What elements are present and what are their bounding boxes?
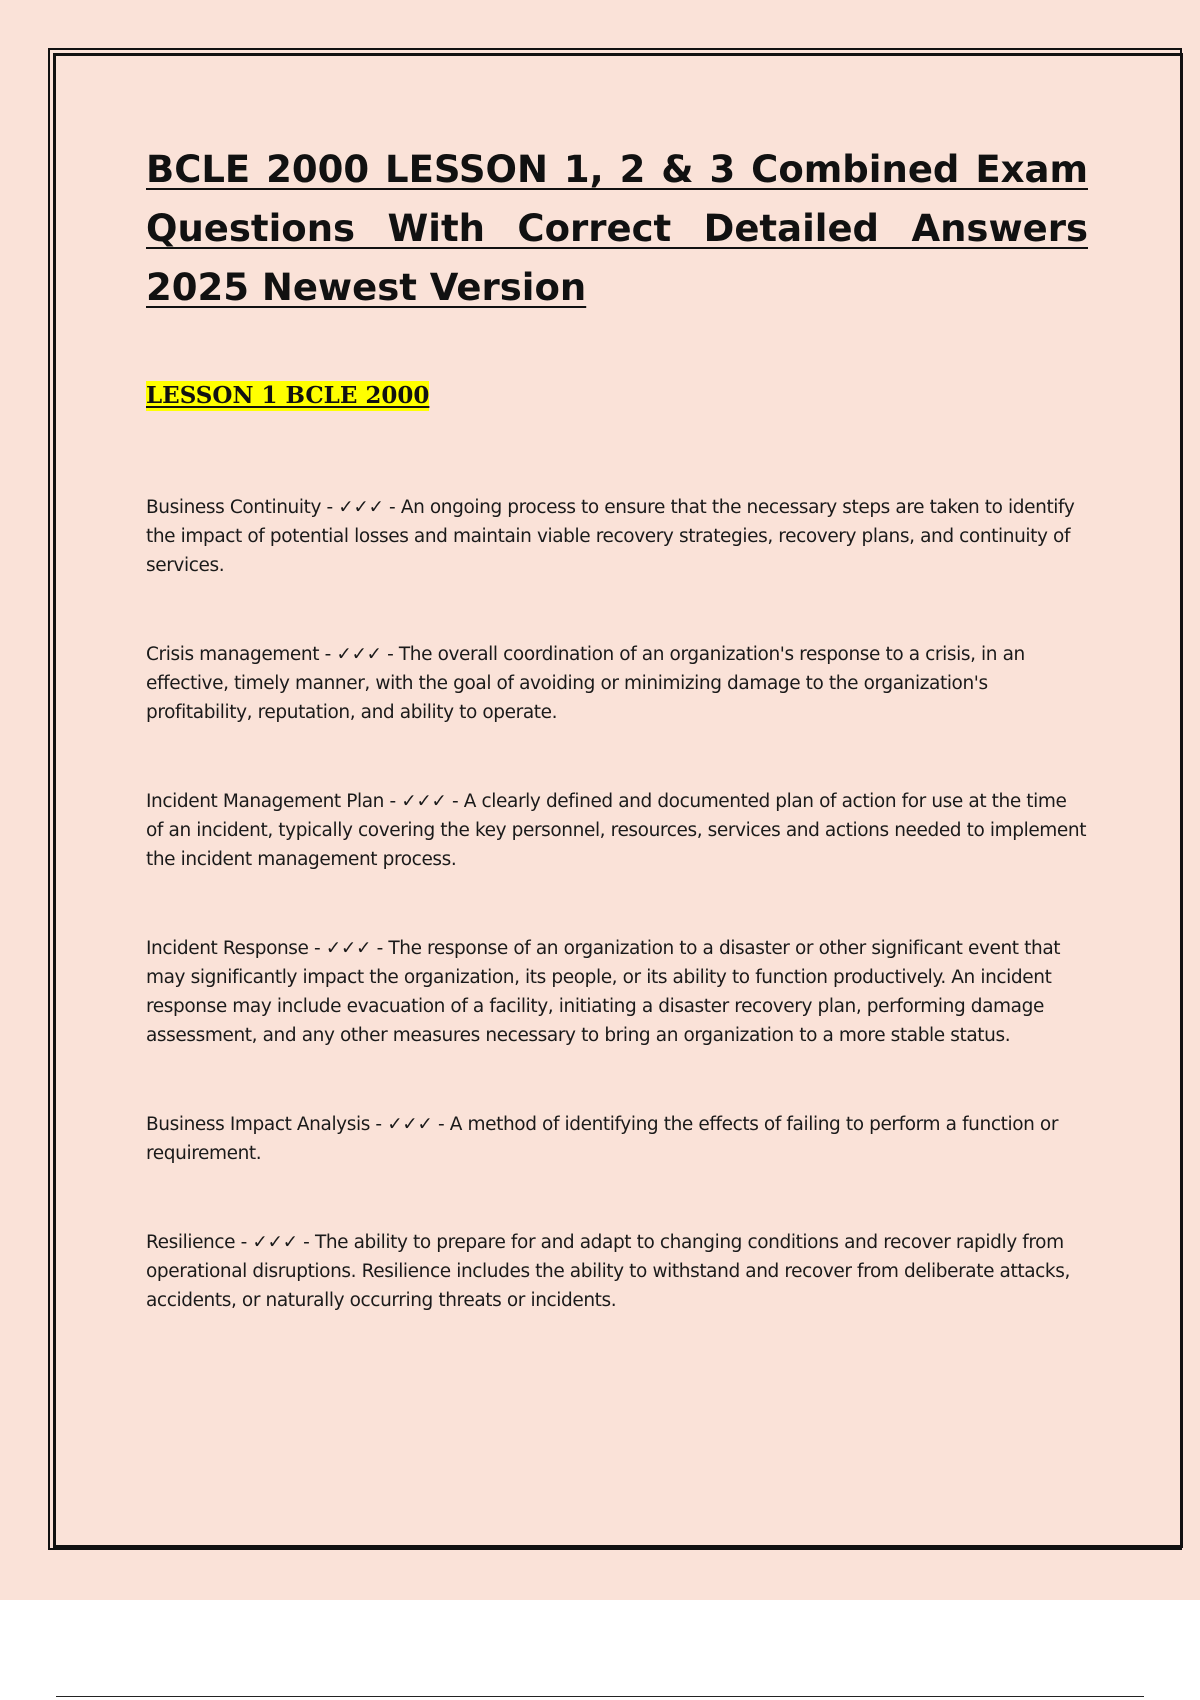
definition-list: [146, 493, 1088, 1315]
check-marks: ✓✓✓: [252, 1232, 298, 1253]
definition-entry: Incident Response - ✓✓✓ - The response of an organization to a disaster or other significant event that may significantly impact the organization, its people, or its ability to function productively. An incident response may include evacuation of a facility, initiating a disaster recovery plan, performing damage assessment, and any other measures necessary to bring an organization to a more stable status.: [146, 938, 1061, 1046]
check-marks: ✓✓✓: [401, 791, 447, 812]
document-content: [146, 140, 1088, 1375]
entry-definition: A clearly defined and documented plan of action for use at the time of an incident, typically covering the key personnel, resources, services and actions needed to implement the incident management process.: [146, 791, 1087, 870]
entry-term: Business Impact Analysis: [146, 1114, 370, 1135]
definition-entry: Resilience - ✓✓✓ - The ability to prepare for and adapt to changing conditions and recover rapidly from operational disruptions. Resilience includes the ability to withstand and recover from deliberate attacks, accidents, or naturally occurring threats or incidents.: [146, 1232, 1070, 1311]
entry-definition: An ongoing process to ensure that the necessary steps are taken to identify the impact of potential losses and maintain viable recovery strategies, recovery plans, and continuity of services.: [146, 497, 1075, 576]
entry-definition: The response of an organization to a disaster or other significant event that may significantly impact the organization, its people, or its ability to function productively. An incident response may include evacuation of a facility, initiating a disaster recovery plan, performing damage assessment, and any other measures necessary to bring an organization to a more stable status.: [146, 938, 1061, 1046]
entry-definition: A method of identifying the effects of failing to perform a function or requirement.: [146, 1114, 1059, 1164]
check-marks: ✓✓✓: [325, 938, 372, 959]
definition-entry: Crisis management - ✓✓✓ - The overall coordination of an organization's response to a crisis, in an effective, timely manner, with the goal of avoiding or minimizing damage to the organization's profitability, reputation, and ability to operate.: [146, 644, 1025, 723]
check-marks: ✓✓✓: [387, 1114, 433, 1135]
entry-term: Business Continuity: [146, 497, 322, 518]
entry-term: Incident Response: [146, 938, 309, 959]
entry-term: Incident Management Plan: [146, 791, 384, 812]
definition-entry: Incident Management Plan - ✓✓✓ - A clearly defined and documented plan of action for use at the time of an incident, typically covering the key personnel, resources, services and actions needed to implement the incident management process.: [146, 791, 1087, 870]
definition-entry: Business Continuity - ✓✓✓ - An ongoing process to ensure that the necessary steps are taken to identify the impact of potential losses and maintain viable recovery strategies, recovery plans, and continuity of services.: [146, 497, 1075, 576]
section-heading: LESSON 1 BCLE 2000: [146, 382, 430, 409]
entry-term: Resilience: [146, 1232, 236, 1253]
footer-divider: [56, 1696, 1144, 1697]
entry-definition: The overall coordination of an organization's response to a crisis, in an effective, timely manner, with the goal of avoiding or minimizing damage to the organization's profitability, reputation, and ability to operate.: [146, 644, 1025, 723]
entry-definition: The ability to prepare for and adapt to changing conditions and recover rapidly from operational disruptions. Resilience includes the ability to withstand and recover from deliberate attacks, accidents, or naturally occurring threats or incidents.: [146, 1232, 1070, 1311]
definition-entry: Business Impact Analysis - ✓✓✓ - A method of identifying the effects of failing to perform a function or requirement.: [146, 1114, 1059, 1164]
check-marks: ✓✓✓: [338, 497, 384, 518]
document-title: BCLE 2000 LESSON 1, 2 & 3 Combined Exam Questions With Correct Detailed Answers 2025 Newest Version: [146, 148, 1088, 309]
entry-term: Crisis management: [146, 644, 320, 665]
check-marks: ✓✓✓: [336, 644, 382, 665]
